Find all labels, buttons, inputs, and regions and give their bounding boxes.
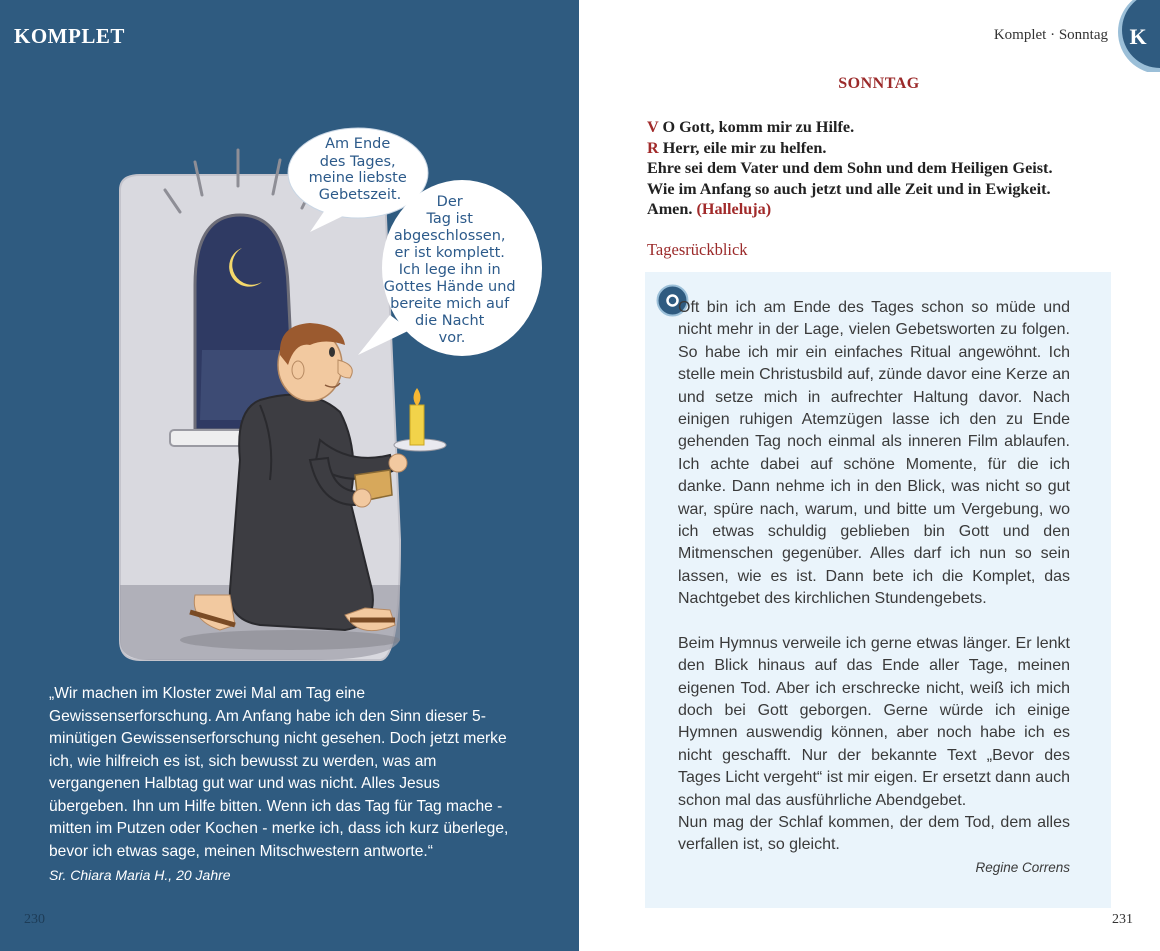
quote-text: „Wir machen im Kloster zwei Mal am Tag eine Gewissenserforschung. Am Anfang habe ich den Sinn dieser 5-minütigen Gewissenserforschung nicht gesehen. Doch jetzt merke ich, wie hilfreich es ist, sich bewusst zu werden, was am vergangenen Halbtag gut war und was nicht. Alles Jesus übergeben. Ihn um Hilfe bitten. Wenn ich das Tag für Tag mache - mitten im Putzen oder Kochen - merke ich, dass ich kurz überlege, bevor ich etwas sage, meinen Mitschwestern antworte.“ xyxy=(49,685,509,860)
right-page xyxy=(579,0,1160,951)
versicle-line xyxy=(647,117,1147,138)
running-head: Komplet · Sonntag xyxy=(993,27,1108,43)
chapter-tab-letter: K xyxy=(1129,24,1147,49)
bubble-2-line: Der xyxy=(436,194,463,210)
halleluja-text: (Halleluja) xyxy=(696,200,772,219)
reflection-text xyxy=(678,297,1070,857)
section-title: SONNTAG xyxy=(838,75,920,92)
liturgy-block xyxy=(647,117,1147,220)
page-number-left: 230 xyxy=(24,912,45,927)
signature: Regine Correns xyxy=(975,860,1070,875)
response-line xyxy=(647,138,1147,159)
bubble-2-line: er ist komplett. xyxy=(394,245,505,261)
bubble-2-line: abgeschlossen, xyxy=(393,228,506,244)
bubble-2-line: Gottes Hände und xyxy=(383,279,516,295)
bubble-2-line: Ich lege ihn in xyxy=(398,262,501,278)
amen-line xyxy=(647,199,1147,220)
quote-author: Sr. Chiara Maria H., 20 Jahre xyxy=(49,867,231,883)
reflection-paragraph: Oft bin ich am Ende des Tages schon so müde und nicht mehr in der Lage, vielen Gebetsworten zu folgen. So habe ich mir ein einfaches Ritual angewöhnt. Ich stelle mein Christusbild auf, zünde davor eine Kerze an und setze mich in aufrechter Haltung davor. Nach einigen ruhigen Atemzügen lasse ich den zu Ende gehenden Tag noch einmal als inneren Film ablaufen. Ich achte dabei auf schöne Momente, für die ich danke. Dann nehme ich in den Blick, was nicht so gut war, spüre nach, warum, und bitte um Vergebung, wo ich etwas schuldig geblieben bin Gott und den Mitmenschen gegenüber. Alles darf ich nun so sein lassen, wie es ist. Dann bete ich die Komplet, das Nachtgebet des kirchlichen Stundengebets. xyxy=(678,299,1070,608)
response-symbol: R xyxy=(647,138,659,157)
subheading: Tagesrückblick xyxy=(647,240,748,259)
chapter-tab xyxy=(1116,0,1160,72)
doxology-line: Wie im Anfang so auch jetzt und alle Zeit und in Ewigkeit. xyxy=(647,179,1051,198)
bubble-1-line: des Tages, xyxy=(319,154,396,170)
reflection-paragraph: Nun mag der Schlaf kommen, der dem Tod, dem alles verfallen ist, so gleicht. xyxy=(678,813,1070,854)
bubble-2-line: die Nacht xyxy=(415,313,485,329)
bubble-2-line: bereite mich auf xyxy=(390,296,510,312)
versicle-symbol: V xyxy=(647,118,659,136)
candle-icon xyxy=(394,388,446,451)
bubble-1-line: meine liebste xyxy=(308,170,407,186)
doxology-line: Ehre sei dem Vater und dem Sohn und dem Heiligen Geist. xyxy=(647,159,1053,178)
reflection-paragraph: Beim Hymnus verweile ich gerne etwas länger. Er lenkt den Blick hinaus auf das Ende aller Tage, meinen eigenen Tod. Aber ich erschrecke nicht, weiß ich mich doch bei Gott geborgen. Gerne würde ich einige Hymnen auswendig können, aber noch habe ich es nicht geschafft. Nur der bekannte Text „Bevor des Tages Licht vergeht“ ist mir eigen. Er ersetzt dann auch schon mal das ausführliche Abendgebet. xyxy=(678,634,1070,809)
amen-text: Amen. xyxy=(647,200,693,219)
left-page xyxy=(0,0,579,951)
bubble-1-line: Am Ende xyxy=(325,136,391,152)
quote-block xyxy=(49,683,519,885)
bubble-1-line: Gebetszeit. xyxy=(318,187,402,203)
response-text: Herr, eile mir zu helfen. xyxy=(662,138,827,157)
versicle-text: O Gott, komm mir zu Hilfe. xyxy=(662,118,855,136)
bubble-2-line: vor. xyxy=(438,330,466,346)
page-number-right: 231 xyxy=(1112,912,1133,927)
bubble-2-line: Tag ist xyxy=(426,211,473,227)
monk-illustration xyxy=(110,120,560,665)
page-header: KOMPLET xyxy=(14,24,125,48)
